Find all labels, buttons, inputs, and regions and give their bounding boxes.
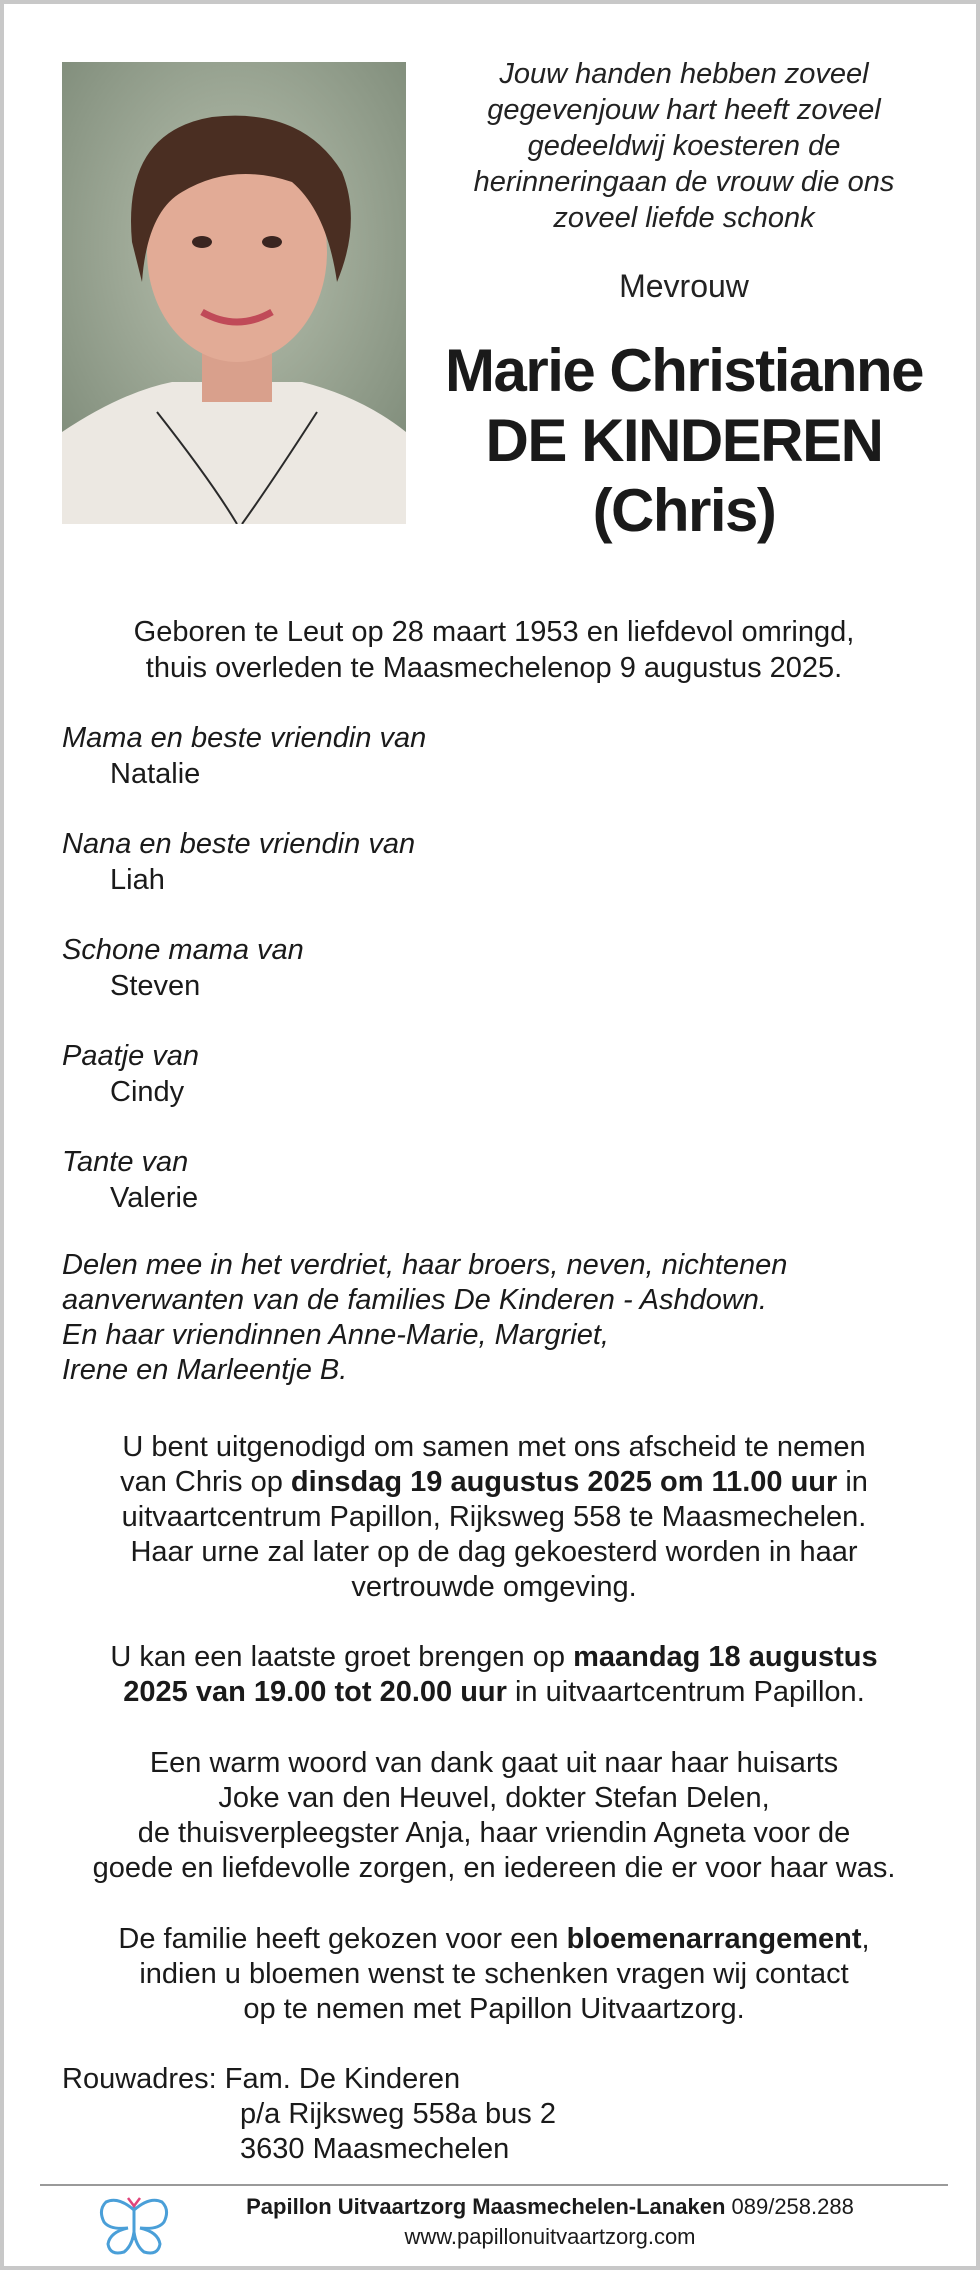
thanks-line: Een warm woord van dank gaat uit naar haar huisarts [149,1747,839,1779]
poem [424,56,944,236]
birth-death-info [44,614,944,686]
visit-date: maandag 18 augustus [573,1641,878,1673]
mourning-address [62,2062,762,2167]
portrait-photo [62,62,406,524]
thanks-paragraph [44,1746,944,1886]
relation-name: Valerie [110,1182,199,1214]
visit-line: U kan een laatste groet brengen op maandag 18 augustus [110,1641,878,1673]
invitation-line: U bent uitgenodigd om samen met ons afscheid te nemen [122,1431,866,1463]
invitation-paragraph [44,1430,944,1605]
thanks-line: Joke van den Heuvel, dokter Stefan Delen, [218,1782,770,1814]
relations-list [62,720,922,1250]
relation-item [62,1038,922,1144]
born-line: thuis overleden te Maasmechelenop 9 augustus 2025. [145,652,843,684]
invitation-line: vertrouwde omgeving. [351,1571,637,1603]
flowers-line: op te nemen met Papillon Uitvaartzorg. [243,1993,745,2025]
poem-line: herinneringaan de vrouw die ons [473,166,895,198]
invitation-line: Haar urne zal later op de dag gekoesterd worden in haar [130,1536,858,1568]
relation-item [62,826,922,932]
relation-name: Cindy [110,1076,185,1108]
ceremony-datetime: dinsdag 19 augustus 2025 om 11.00 uur [290,1466,838,1498]
visit-line: 2025 van 19.00 tot 20.00 uur in uitvaartcentrum Papillon. [123,1676,865,1708]
shared-grief-paragraph [62,1248,942,1388]
shared-line: Delen mee in het verdriet, haar broers, neven, nichtenen [62,1249,788,1281]
name-line-2: DE KINDEREN [485,407,883,474]
poem-line: gedeeldwij koesteren de [527,130,841,162]
visit-time: 2025 van 19.00 tot 20.00 uur [123,1676,507,1708]
invitation-line: van Chris op dinsdag 19 augustus 2025 om 11.00 uur in [120,1466,868,1498]
funeral-home-line [190,2192,910,2222]
name-line-3: (Chris) [592,477,776,544]
flowers-line: indien u bloemen wenst te schenken vragen wij contact [139,1958,849,1990]
shared-line: aanverwanten van de families De Kinderen - Ashdown. [62,1284,767,1316]
funeral-home-phone: 089/258.288 [725,2194,854,2219]
address-label: Rouwadres: Fam. De Kinderen [62,2063,461,2095]
relation-label: Nana en beste vriendin van [62,828,416,860]
poem-line: Jouw handen hebben zoveel [499,58,869,90]
address-city: 3630 Maasmechelen [240,2133,510,2165]
relation-label: Schone mama van [62,934,304,966]
name-line-1: Marie Christianne [445,337,923,404]
shared-line: Irene en Marleentje B. [62,1354,348,1386]
relation-label: Paatje van [62,1040,200,1072]
footer-divider [40,2184,948,2186]
born-line: Geboren te Leut op 28 maart 1953 en liefdevol omringd, [133,616,855,648]
flowers-line: De familie heeft gekozen voor een bloemenarrangement, [118,1923,870,1955]
funeral-home-name: Papillon Uitvaartzorg Maasmechelen-Lanaken [246,2194,726,2219]
poem-line: gegevenjouw hart heeft zoveel [487,94,881,126]
thanks-line: goede en liefdevolle zorgen, en iedereen die er voor haar was. [92,1852,896,1884]
flowers-paragraph [44,1922,944,2027]
salutation: Mevrouw [619,268,749,304]
poem-line: zoveel liefde schonk [553,202,815,234]
relation-name: Liah [110,864,165,896]
visit-paragraph [44,1640,944,1710]
relation-item [62,720,922,826]
relation-label: Tante van [62,1146,189,1178]
address-street: p/a Rijksweg 558a bus 2 [240,2098,556,2130]
relation-item [62,1144,922,1250]
relation-label: Mama en beste vriendin van [62,722,427,754]
funeral-home-info [190,2192,910,2252]
invitation-line: uitvaartcentrum Papillon, Rijksweg 558 te Maasmechelen. [121,1501,867,1533]
shared-line: En haar vriendinnen Anne-Marie, Margriet, [62,1319,609,1351]
flowers-keyword: bloemenarrangement [566,1923,862,1955]
relation-name: Steven [110,970,201,1002]
thanks-line: de thuisverpleegster Anja, haar vriendin Agneta voor de [137,1817,851,1849]
deceased-name [424,336,944,546]
relation-name: Natalie [110,758,201,790]
relation-item [62,932,922,1038]
butterfly-icon [98,2196,170,2258]
funeral-home-website[interactable]: www.papillonuitvaartzorg.com [404,2224,696,2249]
